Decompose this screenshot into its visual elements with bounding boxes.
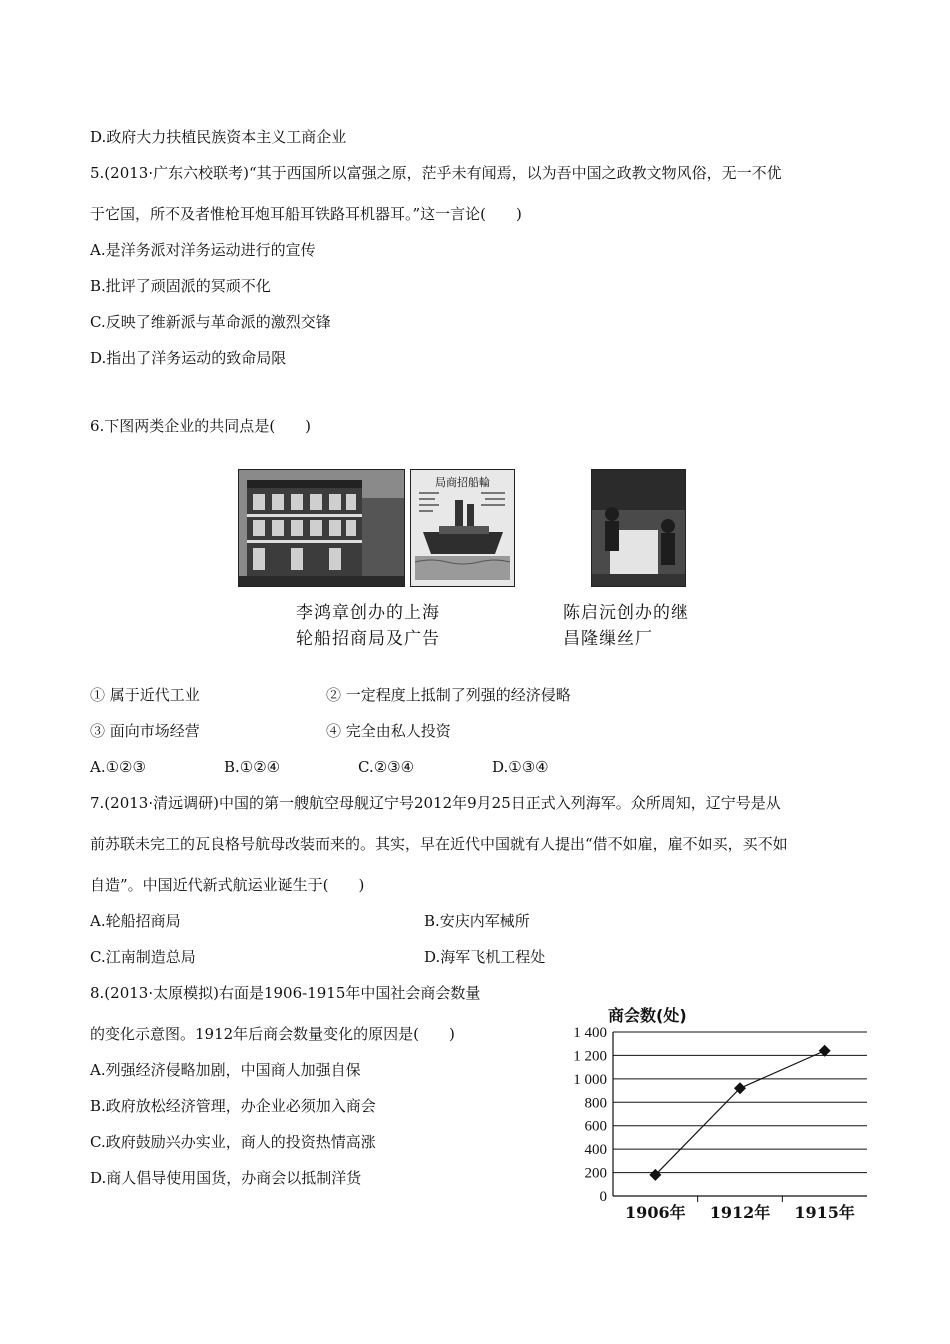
caption-2-line2: 昌隆缫丝厂 (563, 629, 653, 649)
building-illustration (239, 470, 404, 586)
q7-stem-line2: 前苏联未完工的瓦良格号航母改装而来的。其实，早在近代中国就有人提出“借不如雇，雇不如买，买不如 (90, 835, 788, 853)
data-point (734, 1082, 746, 1094)
y-tick-label: 600 (584, 1118, 607, 1135)
q7-option-d: D.海军飞机工程处 (424, 948, 546, 966)
caption-1-line2: 轮船招商局及广告 (296, 629, 440, 649)
merchants-building-photo (238, 469, 405, 587)
q7-option-b: B.安庆内军械所 (424, 912, 530, 930)
y-tick-label: 1 400 (573, 1025, 607, 1041)
q5-stem-line1: 5.(2013·广东六校联考)“其于西国所以富强之原，茫乎未有闻焉，以为吾中国之政教文物风俗，无一不优 (90, 164, 782, 182)
ad-header-text: 局商招船輪 (435, 476, 490, 489)
silk-factory-photo (591, 469, 686, 587)
series-line (655, 1051, 824, 1175)
q6-statement-2: ② 一定程度上抵制了列强的经济侵略 (326, 686, 571, 704)
q5-option-c: C.反映了维新派与革命派的激烈交锋 (90, 313, 331, 331)
x-tick-label: 1912年 (709, 1203, 771, 1222)
q6-option-a: A.①②③ (90, 758, 146, 776)
q5-option-b: B.批评了顽固派的冥顽不化 (90, 277, 271, 295)
q8-stem-line2: 的变化示意图。1912年后商会数量变化的原因是( ) (90, 1025, 455, 1043)
y-tick-label: 400 (584, 1142, 607, 1159)
steamship-illustration (411, 470, 514, 586)
q7-stem-line3: 自造”。中国近代新式航运业诞生于( ) (90, 876, 365, 894)
q8-option-a: A.列强经济侵略加剧，中国商人加强自保 (90, 1061, 361, 1079)
data-point (649, 1169, 661, 1181)
q8-option-d: D.商人倡导使用国货，办商会以抵制洋货 (90, 1169, 362, 1187)
q7-option-a: A.轮船招商局 (90, 912, 181, 930)
q8-option-b: B.政府放松经济管理，办企业必须加入商会 (90, 1097, 376, 1115)
merchants-advertisement-photo (410, 469, 515, 587)
q6-option-b: B.①②④ (224, 758, 281, 776)
x-tick-label: 1906年 (625, 1203, 686, 1222)
y-tick-label: 0 (599, 1189, 607, 1205)
data-point (819, 1045, 831, 1057)
chart-title: 商会数(处) (608, 1006, 687, 1025)
factory-workers-illustration (592, 470, 685, 586)
q7-stem-line1: 7.(2013·清远调研)中国的第一艘航空母舰辽宁号2012年9月25日正式入列海军。众所周知，辽宁号是从 (90, 794, 781, 812)
y-tick-label: 200 (584, 1165, 607, 1182)
q5-stem-line2: 于它国，所不及者惟枪耳炮耳船耳铁路耳机器耳。”这一言论( ) (90, 205, 522, 223)
y-tick-label: 800 (584, 1095, 607, 1112)
q4-option-d: D.政府大力扶植民族资本主义工商企业 (90, 128, 347, 146)
q6-statement-3: ③ 面向市场经营 (90, 722, 200, 740)
q8-stem-line1: 8.(2013·太原模拟)右面是1906-1915年中国社会商会数量 (90, 984, 481, 1002)
x-tick-label: 1915年 (794, 1203, 855, 1222)
q6-option-d: D.①③④ (492, 758, 549, 776)
q6-stem: 6.下图两类企业的共同点是( ) (90, 417, 312, 435)
y-tick-label: 1 000 (573, 1071, 607, 1088)
caption-2-line1: 陈启沅创办的继 (563, 603, 689, 623)
q6-statement-4: ④ 完全由私人投资 (326, 722, 451, 740)
caption-1-line1: 李鸿章创办的上海 (296, 603, 440, 623)
q5-option-d: D.指出了洋务运动的致命局限 (90, 349, 287, 367)
q6-statement-1: ① 属于近代工业 (90, 686, 200, 704)
q6-option-c: C.②③④ (358, 758, 415, 776)
q5-option-a: A.是洋务派对洋务运动进行的宣传 (90, 241, 316, 259)
q8-option-c: C.政府鼓励兴办实业，商人的投资热情高涨 (90, 1133, 376, 1151)
y-tick-label: 1 200 (573, 1048, 607, 1065)
q7-option-c: C.江南制造总局 (90, 948, 196, 966)
